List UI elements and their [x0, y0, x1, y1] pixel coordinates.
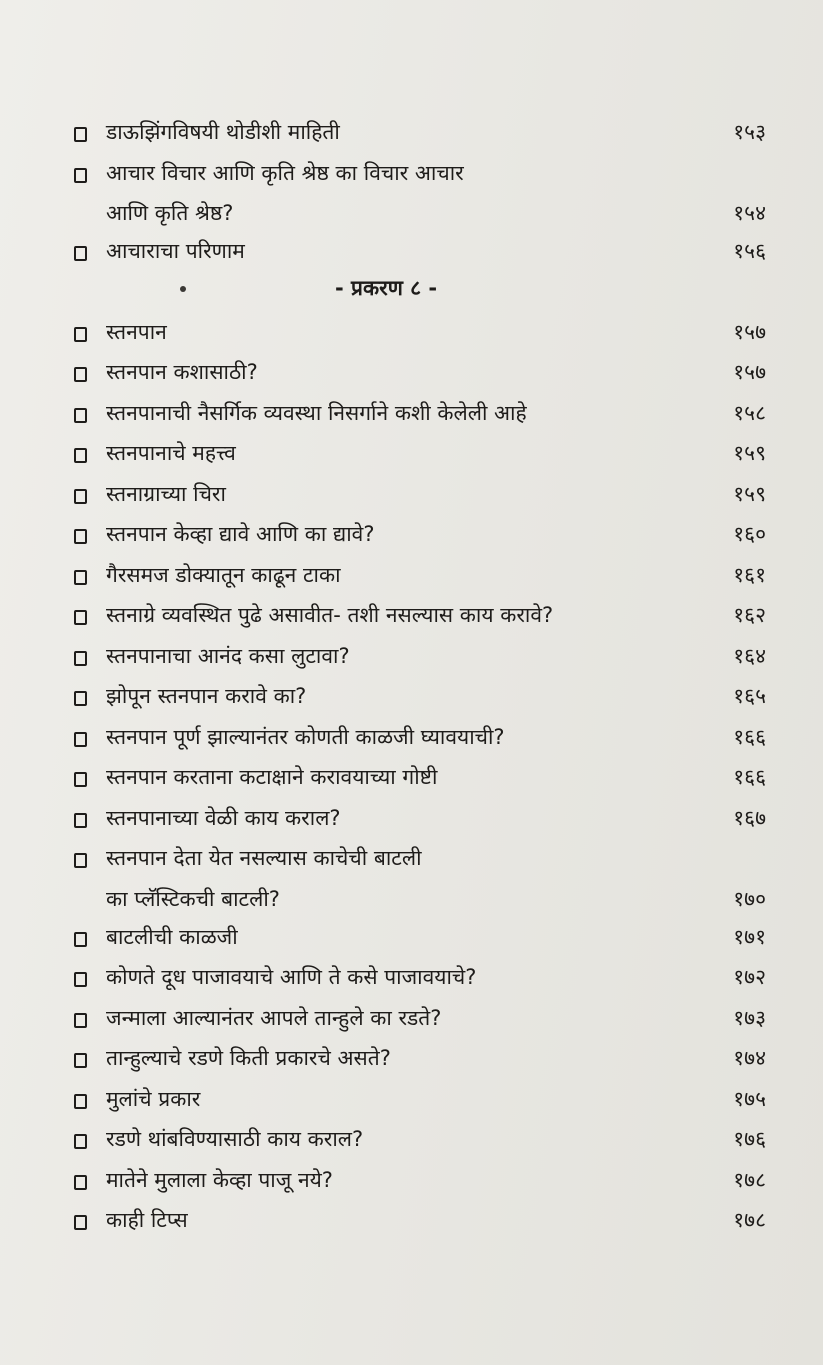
toc-entry: [70, 676, 770, 717]
toc-entry-title: काही टिप्स: [106, 1208, 188, 1232]
toc-entry: [70, 1038, 770, 1079]
checkbox-bullet-icon: [74, 529, 87, 544]
toc-entry-title: गैरसमज डोक्यातून काढून टाका: [106, 562, 341, 587]
toc-entry-title: स्तनपान देता येत नसल्यास काचेची बाटली: [106, 846, 422, 870]
checkbox-bullet-icon: [74, 932, 87, 947]
toc-entry-title-continued: का प्लॅस्टिकची बाटली?: [106, 886, 280, 911]
toc-entry: [70, 312, 770, 353]
toc-entry-page: १५७: [733, 319, 766, 344]
toc-entry-title: कोणते दूध पाजावयाचे आणि ते कसे पाजावयाचे?: [106, 965, 477, 989]
checkbox-bullet-icon: [74, 448, 87, 463]
toc-entry-title: झोपून स्तनपान करावे का?: [106, 684, 307, 708]
toc-entry-title: आचार विचार आणि कृति श्रेष्ठ का विचार आचार: [106, 160, 464, 185]
toc-entry-title: तान्हुल्याचे रडणे किती प्रकारचे असते?: [106, 1046, 391, 1070]
toc-entry-title: जन्माला आल्यानंतर आपले तान्हुले का रडते?: [106, 1005, 442, 1030]
toc-entry: [70, 998, 770, 1039]
toc-entry-page: १५६: [733, 239, 766, 263]
chapter-heading: - प्रकरण ८ -: [335, 275, 438, 300]
toc-entry: [70, 957, 770, 998]
checkbox-bullet-icon: [74, 1134, 87, 1149]
toc-entry-page: १५८: [733, 400, 766, 425]
checkbox-bullet-icon: [74, 168, 87, 183]
checkbox-bullet-icon: [74, 327, 87, 342]
toc-entry-page: १५९: [733, 481, 766, 506]
toc-entry-title: स्तनपान कशासाठी?: [106, 360, 258, 384]
toc-entry-page: १५३: [733, 120, 766, 144]
toc-entry-page: १६५: [733, 684, 766, 708]
toc-entry-page: १७०: [733, 886, 766, 911]
checkbox-bullet-icon: [74, 772, 87, 787]
toc-entry: [70, 757, 770, 798]
toc-entry: [70, 1079, 770, 1120]
toc-entry: [70, 595, 770, 636]
toc-entry-page: १७१: [733, 924, 766, 949]
checkbox-bullet-icon: [74, 1053, 87, 1068]
toc-entry-continuation: [70, 879, 770, 917]
toc-entry-page: १५४: [733, 201, 766, 225]
toc-entry: [70, 1200, 770, 1241]
checkbox-bullet-icon: [74, 408, 87, 423]
checkbox-bullet-icon: [74, 972, 87, 987]
checkbox-bullet-icon: [74, 1094, 87, 1109]
toc-entry-title: स्तनपानाचे महत्त्व: [106, 441, 236, 465]
checkbox-bullet-icon: [74, 489, 87, 504]
toc-entry-page: १६०: [733, 522, 766, 546]
toc-entry-title: स्तनाग्राच्या चिरा: [106, 481, 226, 506]
toc-entry-title: आचाराचा परिणाम: [106, 239, 245, 263]
toc-entry-title: स्तनपानाचा आनंद कसा लुटावा?: [106, 643, 350, 668]
toc-entry: [70, 514, 770, 555]
toc-entry: [70, 231, 770, 272]
toc-entry: [70, 1160, 770, 1201]
toc-entry-title: स्तनपान केव्हा द्यावे आणि का द्यावे?: [106, 522, 375, 546]
toc-entry: [70, 555, 770, 596]
checkbox-bullet-icon: [74, 1215, 87, 1230]
toc-entry-title: स्तनपान पूर्ण झाल्यानंतर कोणती काळजी घ्यावयाची?: [106, 724, 505, 749]
checkbox-bullet-icon: [74, 1175, 87, 1190]
toc-entry-title: मुलांचे प्रकार: [106, 1086, 201, 1111]
toc-entry: [70, 393, 770, 434]
toc-entry: [70, 798, 770, 839]
checkbox-bullet-icon: [74, 367, 87, 382]
toc-entry-title: स्तनाग्रे व्यवस्थित पुढे असावीत- तशी नसल्यास काय करावे?: [106, 603, 554, 627]
toc-entry-page: १७२: [733, 965, 766, 989]
toc-entry-title: स्तनपान: [106, 319, 167, 344]
toc-entry: [70, 352, 770, 393]
toc-entry-title: मातेने मुलाला केव्हा पाजू नये?: [106, 1167, 333, 1192]
checkbox-bullet-icon: [74, 813, 87, 828]
checkbox-bullet-icon: [74, 732, 87, 747]
dot-mark-icon: [180, 286, 186, 292]
toc-entry-page: १६२: [733, 603, 766, 627]
toc-entry: [70, 112, 770, 153]
toc-entry-page: १७४: [733, 1046, 766, 1070]
toc-entry-page: १६१: [733, 562, 766, 587]
toc-entry: [70, 917, 770, 958]
checkbox-bullet-icon: [74, 1013, 87, 1028]
toc-entry-title-continued: आणि कृति श्रेष्ठ?: [106, 201, 234, 225]
toc-entry-page: १७८: [733, 1208, 766, 1232]
toc-entry-title: रडणे थांबविण्यासाठी काय कराल?: [106, 1127, 364, 1151]
checkbox-bullet-icon: [74, 853, 87, 868]
toc-entry-page: १५७: [733, 360, 766, 384]
chapter-heading-row: [70, 272, 770, 312]
checkbox-bullet-icon: [74, 246, 87, 261]
toc-entry-continuation: [70, 193, 770, 231]
toc-entry-title: स्तनपानाच्या वेळी काय कराल?: [106, 805, 341, 830]
toc-entry-page: १६७: [733, 805, 766, 830]
toc-entry: [70, 153, 770, 194]
toc-entry-page: १६६: [733, 724, 766, 749]
checkbox-bullet-icon: [74, 651, 87, 666]
checkbox-bullet-icon: [74, 610, 87, 625]
toc-entry: [70, 433, 770, 474]
toc-entry: [70, 717, 770, 758]
toc-entry-title: स्तनपान करताना कटाक्षाने करावयाच्या गोष्टी: [106, 765, 438, 789]
toc-entry-page: १५९: [733, 441, 766, 465]
table-of-contents: [70, 112, 770, 1241]
checkbox-bullet-icon: [74, 691, 87, 706]
toc-entry-page: १७३: [733, 1005, 766, 1030]
checkbox-bullet-icon: [74, 570, 87, 585]
toc-entry: [70, 1119, 770, 1160]
toc-entry-page: १७५: [733, 1086, 766, 1111]
checkbox-bullet-icon: [74, 127, 87, 142]
toc-entry-title: डाऊझिंगविषयी थोडीशी माहिती: [106, 120, 340, 144]
toc-entry-page: १६६: [733, 765, 766, 789]
toc-entry: [70, 474, 770, 515]
toc-entry-page: १७८: [733, 1167, 766, 1192]
toc-entry-title: स्तनपानाची नैसर्गिक व्यवस्था निसर्गाने कशी केलेली आहे: [106, 400, 527, 425]
toc-entry: [70, 636, 770, 677]
toc-entry-page: १७६: [733, 1127, 766, 1151]
toc-entry-title: बाटलीची काळजी: [106, 924, 238, 949]
toc-entry-page: १६४: [733, 643, 766, 668]
toc-entry: [70, 838, 770, 879]
